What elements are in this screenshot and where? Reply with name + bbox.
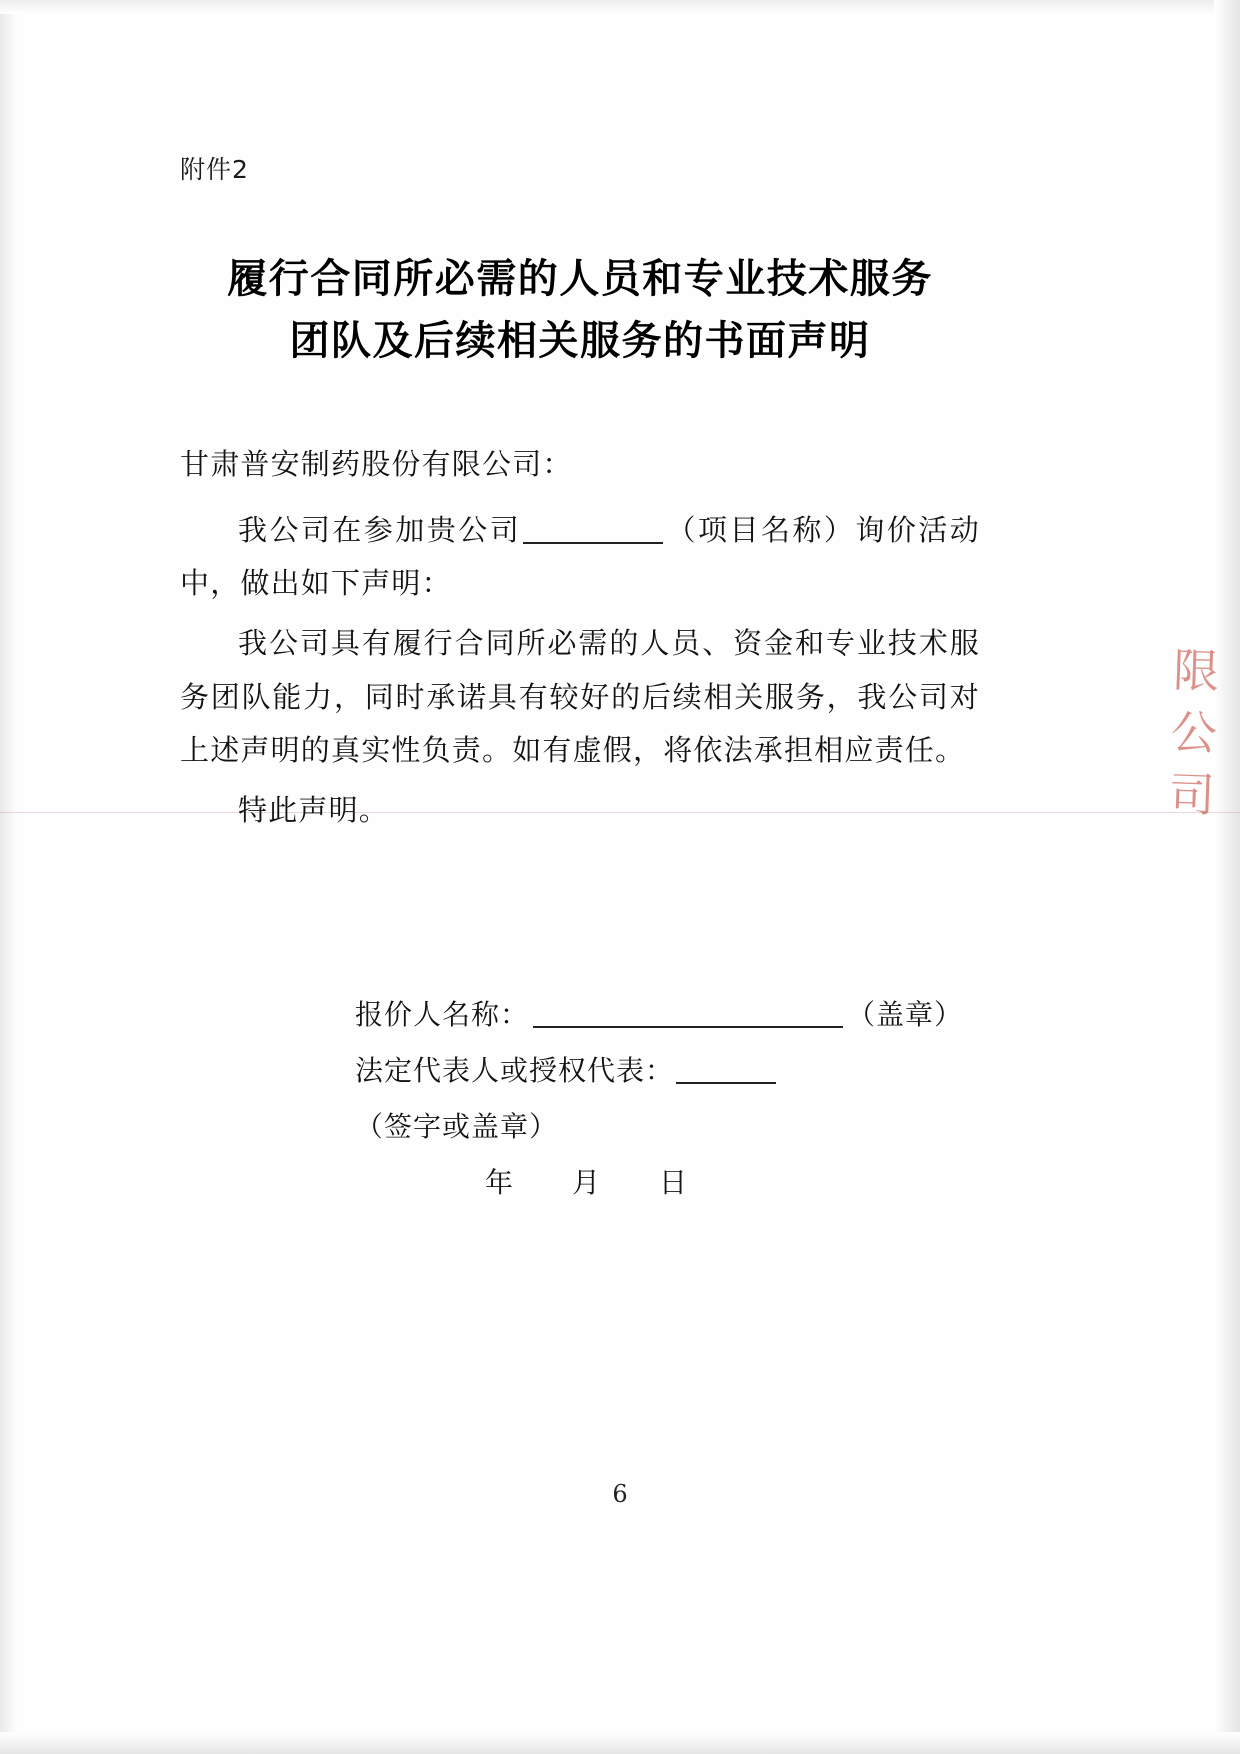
bidder-name-label: 报价人名称： [355,998,530,1032]
salutation: 甘肃普安制药股份有限公司： [180,447,573,481]
paragraph1-part1: 我公司在参加贵公司 [238,512,522,547]
bidder-name-blank[interactable] [533,1026,843,1028]
date-year-label: 年 [485,1166,515,1200]
legal-rep-suffix: （签字或盖章） [355,1110,559,1144]
page-title [180,248,980,372]
legal-rep-line [355,1043,980,1155]
attachment-label: 附件2 [180,155,249,184]
bidder-name-suffix: （盖章） [847,998,964,1032]
bidder-name-line [355,987,980,1043]
date-day-label: 日 [659,1166,689,1200]
legal-rep-blank[interactable] [676,1082,776,1084]
document-body [180,438,980,837]
legal-rep-label: 法定代表人或授权代表： [355,1054,675,1088]
paragraph-closing: 特此声明。 [238,792,390,827]
page-title-line1: 履行合同所必需的人员和专业技术服务 [227,255,933,302]
scan-edge-top [0,0,1240,14]
paragraph-capability-statement: 我公司具有履行合同所必需的人员、资金和专业技术服务团队能力，同时承诺具有较好的后续相关服务，我公司对上述声明的真实性负责。如有虚假，将依法承担相应责任。 [180,625,980,768]
scan-edge-bottom [0,1732,1240,1754]
date-month-label: 月 [572,1166,602,1200]
page-title-line2: 团队及后续相关服务的书面声明 [289,317,871,364]
red-seal-fragment: 限公司 [1167,642,1221,823]
document-content [180,150,980,1211]
signature-block [355,987,980,1211]
page-number: 6 [612,1480,628,1508]
paragraph1-part2: （项目名称）询价活动中，做出如下声明： [180,512,980,601]
paragraph-declaration-intro [180,504,980,611]
date-line [485,1155,980,1211]
project-name-blank[interactable] [523,542,663,544]
